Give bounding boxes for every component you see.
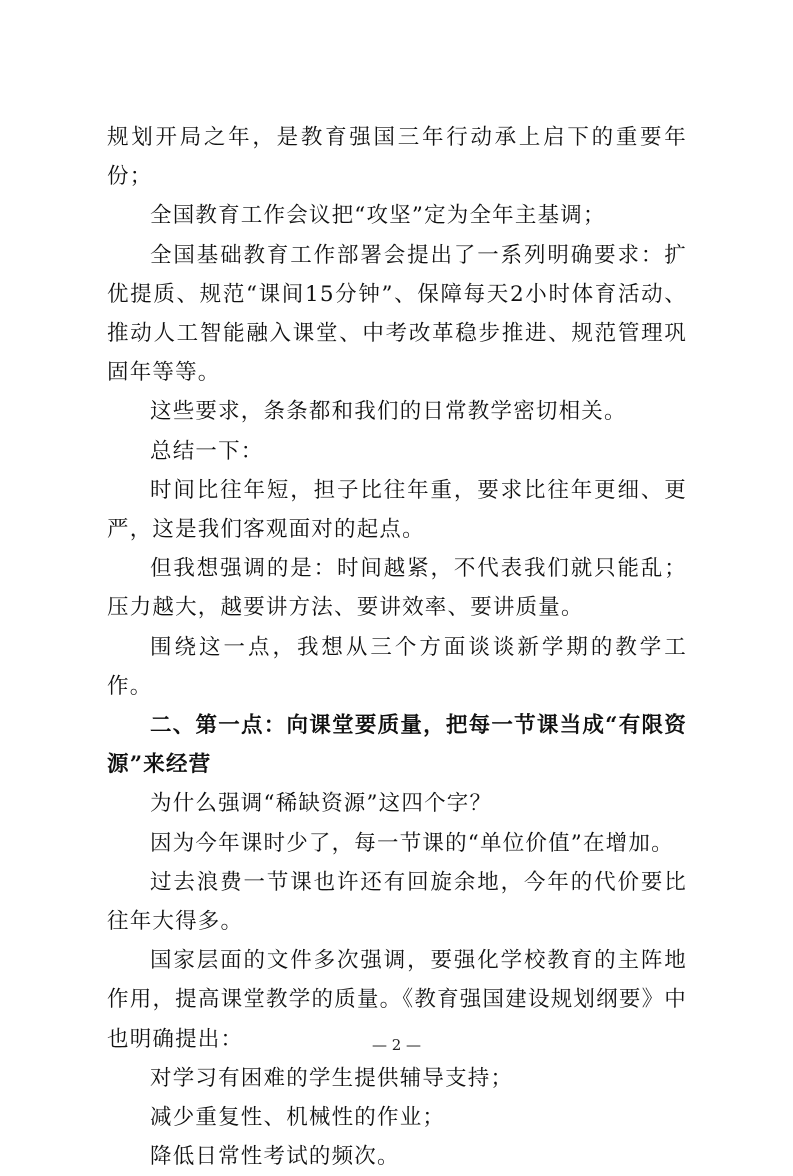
paragraph: 总结一下：	[150, 438, 264, 464]
paragraph: 全国基础教育工作部署会提出了一系列明确要求：扩优提质、规范“课间15分钟”、保障每天2小时体育活动、推动人工智能融入课堂、中考改革稳步推进、规范管理巩固年等等。	[107, 242, 687, 386]
paragraph: 时间比往年短，担子比往年重，要求比往年更细、更严，这是我们客观面对的起点。	[107, 477, 687, 543]
list-item: 对学习有困难的学生提供辅导支持；	[150, 1065, 514, 1091]
paragraph: 这些要求，条条都和我们的日常教学密切相关。	[150, 399, 627, 425]
paragraph: 但我想强调的是：时间越紧，不代表我们就只能乱；压力越大，越要讲方法、要讲效率、要讲质量。	[107, 556, 687, 621]
paragraph: 因为今年课时少了，每一节课的“单位价值”在增加。	[150, 830, 674, 856]
list-item: 降低日常性考试的频次。	[150, 1144, 400, 1170]
page-number: — 2 —	[371, 1036, 422, 1054]
paragraph: 为什么强调“稀缺资源”这四个字？	[150, 791, 493, 817]
body-text	[107, 118, 687, 1176]
section-heading: 二、第一点：向课堂要质量，把每一节课当成“有限资源”来经营	[107, 713, 687, 778]
paragraph: 围绕这一点，我想从三个方面谈谈新学期的教学工作。	[107, 634, 687, 699]
paragraph: 国家层面的文件多次强调，要强化学校教育的主阵地作用，提高课堂教学的质量。《教育强国建设规划纲要》中也明确提出：	[107, 948, 687, 1052]
list-item: 减少重复性、机械性的作业；	[150, 1105, 446, 1131]
paragraph: 规划开局之年，是教育强国三年行动承上启下的重要年份；	[107, 125, 687, 190]
paragraph: 全国教育工作会议把“攻坚”定为全年主基调；	[150, 203, 606, 229]
paragraph: 过去浪费一节课也许还有回旋余地，今年的代价要比往年大得多。	[107, 869, 687, 935]
